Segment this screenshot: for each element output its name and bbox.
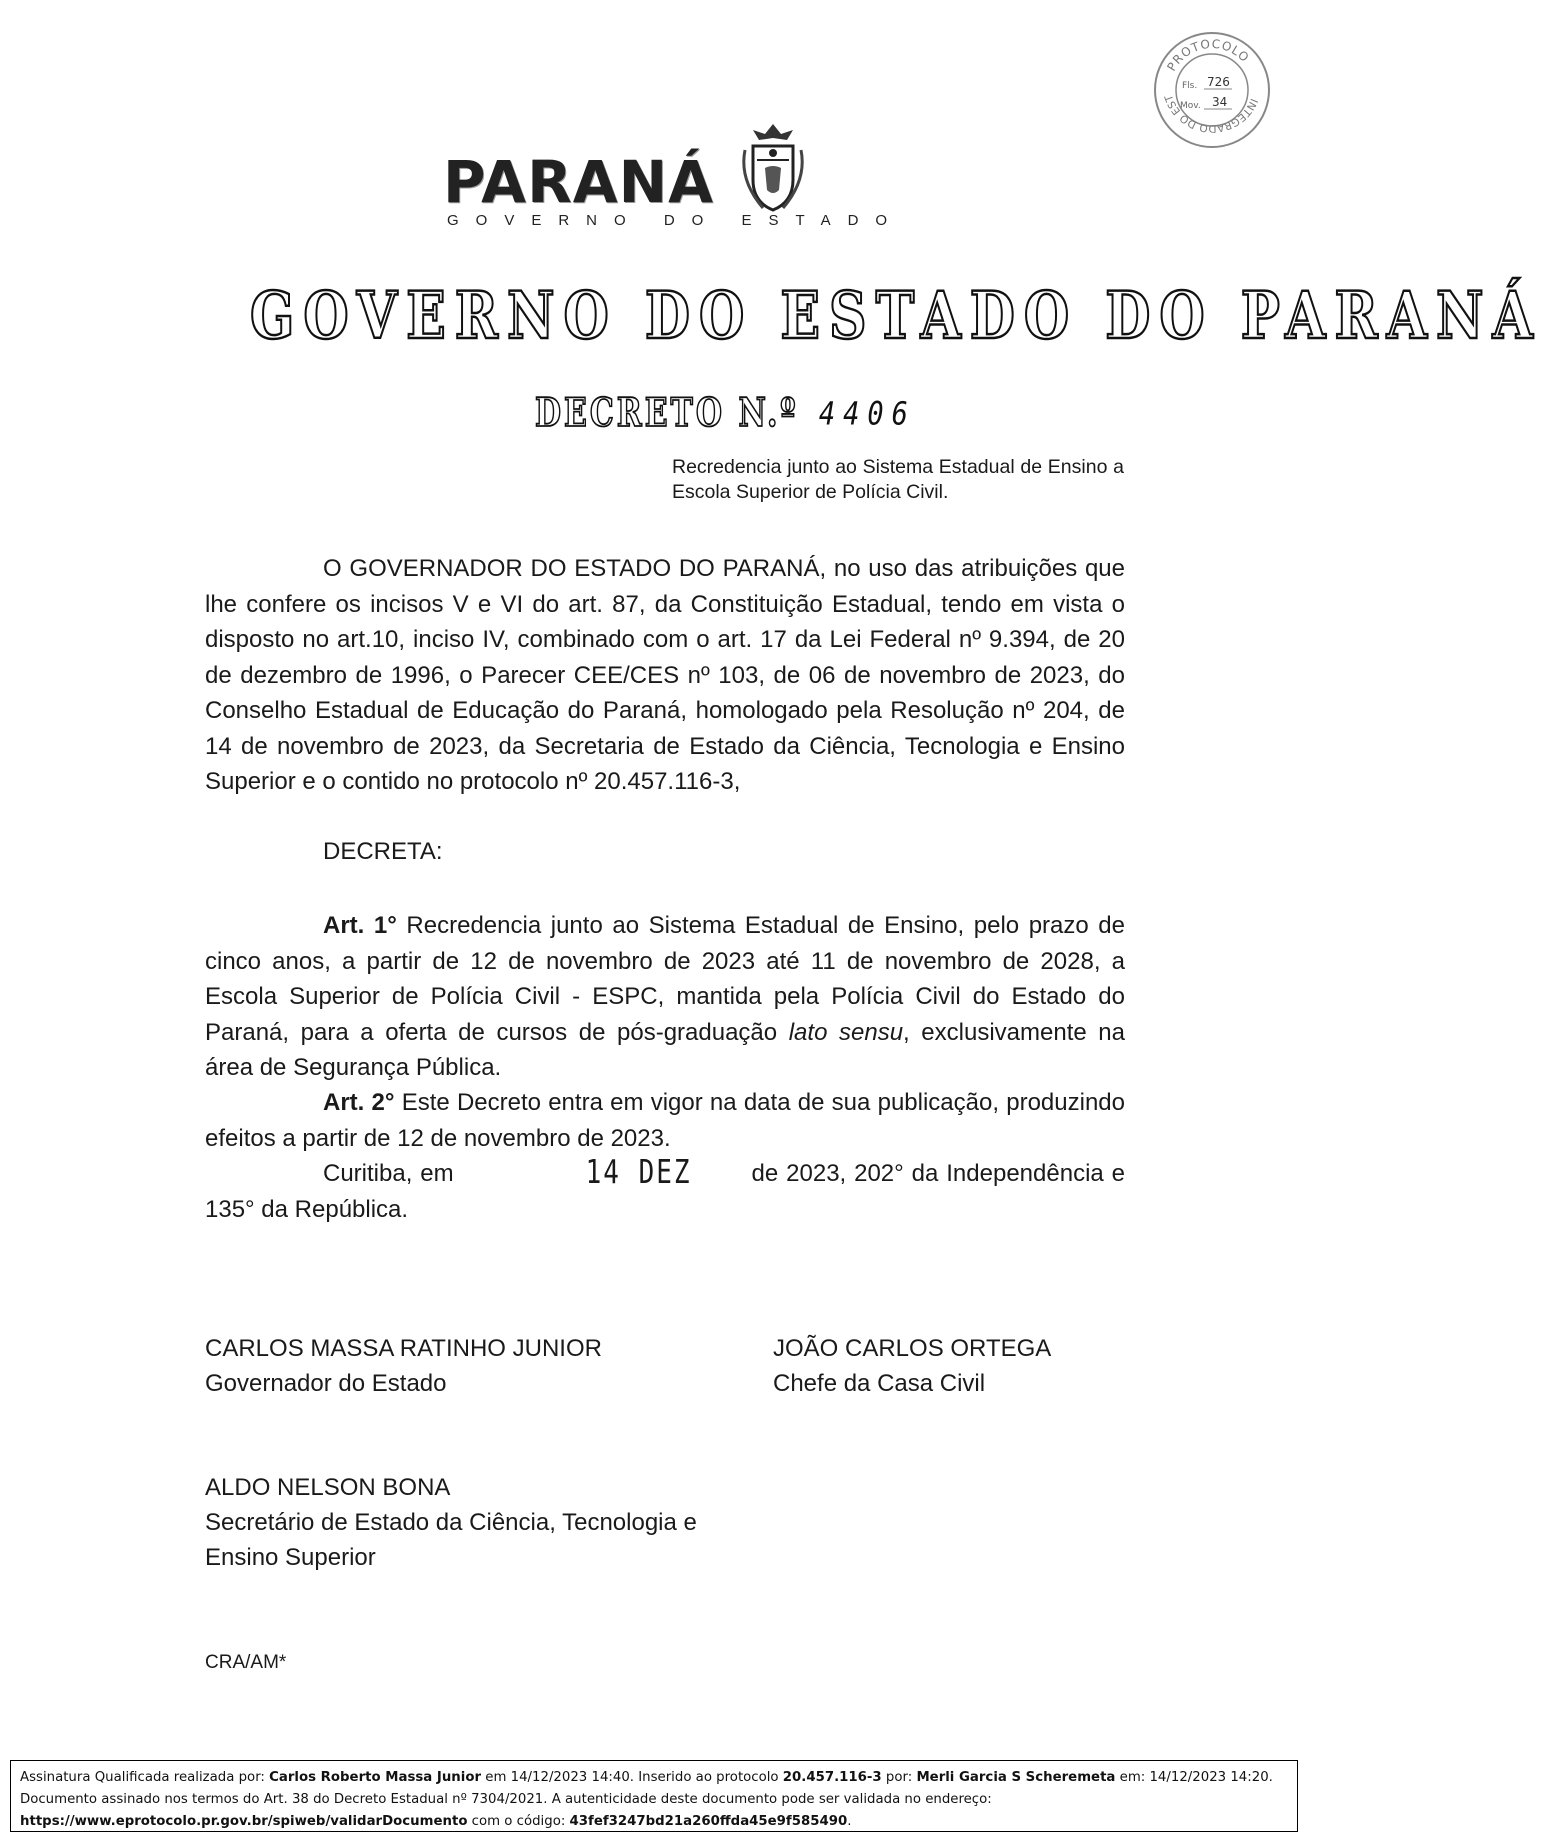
article-1 — [205, 908, 1125, 1086]
date-suffix: de 2023, 202° da Independência e 135° da República. — [205, 1160, 1125, 1223]
document-title: GOVERNO DO ESTADO DO PARANÁ — [250, 278, 1542, 355]
stamp-mov-label: Mov. — [1180, 101, 1201, 111]
article-1-text-b: , exclusivamente na área de Segurança Pública. — [205, 1018, 1125, 1081]
footer-text: em 14/12/2023 14:40. Inserido ao protocolo — [481, 1770, 783, 1785]
handwritten-date: 14 DEZ — [585, 1154, 692, 1192]
logo-subtitle: GOVERNO DO ESTADO — [447, 212, 905, 229]
signature-name: JOÃO CARLOS ORTEGA — [773, 1335, 1052, 1362]
decree-label: DECRETO N.º — [535, 390, 799, 437]
footer-text: Assinatura Qualificada realizada por: — [20, 1770, 270, 1785]
article-2-label: Art. 2° — [323, 1089, 395, 1116]
signature-name: CARLOS MASSA RATINHO JUNIOR — [205, 1335, 602, 1362]
article-1-italic: lato sensu — [788, 1018, 904, 1046]
stamp-fls-label: Fls. — [1182, 81, 1198, 91]
footer-validation-code: 43fef3247bd21a260ffda45e9f585490 — [569, 1814, 848, 1829]
footer-text: com o código: — [467, 1814, 570, 1829]
parana-logo — [443, 118, 905, 238]
decree-summary: Recredencia junto ao Sistema Estadual de Ensino a Escola Superior de Polícia Civil. — [672, 456, 1124, 503]
signature-role: Governador do Estado — [205, 1370, 447, 1397]
digital-signature-footer — [10, 1760, 1298, 1832]
signature-role: Chefe da Casa Civil — [773, 1370, 986, 1397]
svg-text:PROTOCOLO — [1164, 37, 1252, 74]
signature-governor — [205, 1331, 602, 1401]
logo-word: PARANÁ — [443, 148, 715, 216]
footer-text: em: 14/12/2023 14:20. Documento assinado nos termos do Art. 38 do Decreto Estadual nº 7304/2021. A autenticidade deste documento pode ser validada no endereço: — [20, 1770, 1273, 1807]
signature-role-line1: Secretário de Estado da Ciência, Tecnologia e — [205, 1509, 697, 1536]
stamp-ring-bottom: INTEGRADO DO EST — [1163, 93, 1260, 135]
footer-signer: Carlos Roberto Massa Junior — [269, 1770, 482, 1785]
coat-of-arms-icon — [733, 120, 813, 216]
signature-role-line2: Ensino Superior — [205, 1544, 376, 1571]
footer-inserter: Merli Garcia S Scheremeta — [916, 1770, 1116, 1785]
stamp-mov-value: 34 — [1212, 95, 1228, 109]
stamp-fls-value: 726 — [1207, 75, 1230, 89]
signature-name: ALDO NELSON BONA — [205, 1474, 451, 1501]
footer-text: por: — [881, 1770, 917, 1785]
footer-validation-link[interactable]: https://www.eprotocolo.pr.gov.br/spiweb/validarDocumento — [20, 1814, 468, 1829]
signature-secretary — [205, 1470, 697, 1575]
footer-text: . — [847, 1814, 852, 1829]
footer-protocol-number: 20.457.116-3 — [782, 1770, 882, 1785]
signature-chief-of-staff — [773, 1331, 1051, 1401]
stamp-ring-top: PROTOCOLO — [1164, 36, 1253, 74]
article-2 — [205, 1085, 1125, 1156]
protocol-stamp — [1152, 30, 1272, 150]
article-1-text-a: Recredencia junto ao Sistema Estadual de Ensino, pelo prazo de cinco anos, a partir de 12 de novembro de 2023 até 11 de novembro de 2028, a Escola Superior de Polícia Civil - ESPC, mantida pela Polícia Civil do Estado do Paraná, para a oferta de cursos de pós-graduação — [205, 912, 1125, 1046]
decreta-heading: DECRETA: — [323, 838, 443, 865]
preamble-paragraph: O GOVERNADOR DO ESTADO DO PARANÁ, no uso das atribuições que lhe confere os incisos V e VI do art. 87, da Constituição Estadual, tendo em vista o disposto no art.10, inciso IV, combinado com o art. 17 da Lei Federal nº 9.394, de 20 de dezembro de 1996, o Parecer CEE/CES nº 103, de 06 de novembro de 2023, do Conselho Estadual de Educação do Paraná, homologado pela Resolução nº 204, de 14 de novembro de 2023, da Secretaria de Estado da Ciência, Tecnologia e Ensino Superior e o contido no protocolo nº 20.457.116-3, — [205, 555, 1125, 795]
decree-number: 4406 — [818, 395, 916, 434]
reference-code: CRA/AM* — [205, 1652, 287, 1673]
article-1-label: Art. 1° — [323, 912, 397, 939]
decree-number-line — [535, 390, 916, 437]
date-line — [205, 1156, 1125, 1227]
date-prefix: Curitiba, em — [323, 1160, 454, 1187]
article-2-text: Este Decreto entra em vigor na data de sua publicação, produzindo efeitos a partir de 12 de novembro de 2023. — [205, 1089, 1125, 1152]
